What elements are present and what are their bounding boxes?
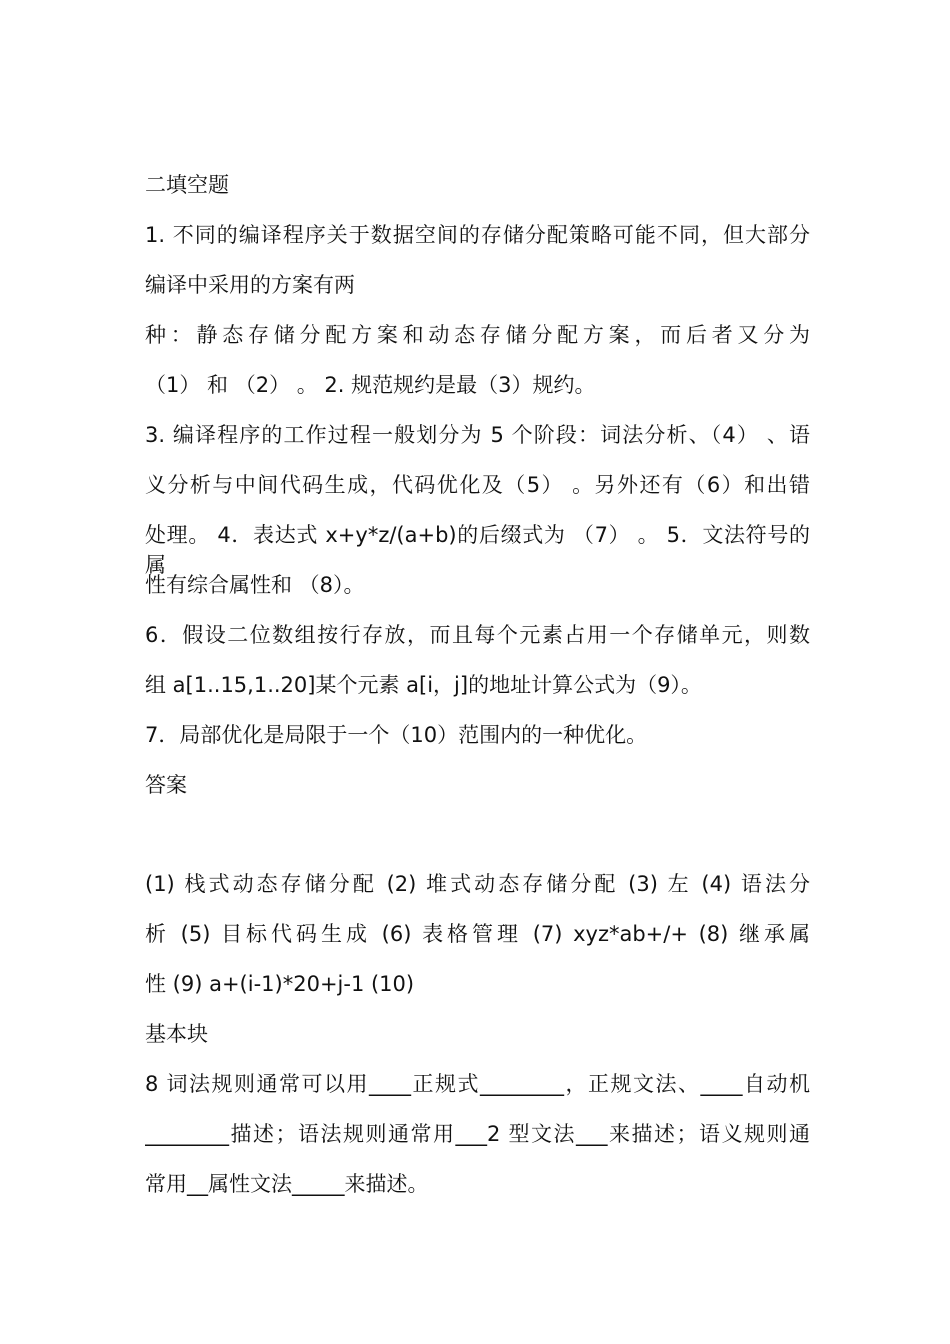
- question-1-2-line: （1） 和 （2） 。 2. 规范规约是最（3）规约。: [145, 373, 596, 397]
- section-heading-fill-in-blank: 二填空题: [145, 173, 229, 197]
- answers-line-3: 性 (9) a+(i-1)*20+j-1 (10): [145, 972, 415, 996]
- question-8-line-3: 常用__属性文法_____来描述。: [145, 1172, 429, 1196]
- question-1-line-2: 编译中采用的方案有两: [145, 273, 355, 297]
- question-1-line-1: 1. 不同的编译程序关于数据空间的存储分配策略可能不同，但大部分: [145, 223, 810, 247]
- question-6-line-1: 6．假设二位数组按行存放，而且每个元素占用一个存储单元，则数: [145, 623, 810, 647]
- answer-basic-block: 基本块: [145, 1022, 208, 1046]
- question-8-line-2: ________描述；语法规则通常用___2 型文法___来描述；语义规则通: [145, 1122, 810, 1146]
- answers-heading: 答案: [145, 773, 187, 797]
- question-4-5-line: 处理。 4．表达式 x+y*z/(a+b)的后缀式为 （7） 。 5．文法符号的属: [145, 523, 810, 577]
- question-3-line-2: 义分析与中间代码生成，代码优化及（5） 。另外还有（6）和出错: [145, 473, 810, 497]
- question-7-line: 7．局部优化是局限于一个（10）范围内的一种优化。: [145, 723, 648, 747]
- question-3-line-1: 3. 编译程序的工作过程一般划分为 5 个阶段：词法分析、（4） 、语: [145, 423, 810, 447]
- answers-line-2: 析 (5) 目标代码生成 (6) 表格管理 (7) xyz*ab+/+ (8) 继承属: [145, 922, 810, 946]
- answers-line-1: (1) 栈式动态存储分配 (2) 堆式动态存储分配 (3) 左 (4) 语法分: [145, 872, 810, 896]
- question-1-line-3: 种：静态存储分配方案和动态存储分配方案，而后者又分为: [145, 323, 810, 347]
- question-8-line-1: 8 词法规则通常可以用____正规式________，正规文法、____自动机: [145, 1072, 810, 1096]
- question-5-line-2: 性有综合属性和 （8）。: [145, 573, 365, 597]
- question-6-line-2: 组 a[1..15,1..20]某个元素 a[i，j]的地址计算公式为（9）。: [145, 673, 702, 697]
